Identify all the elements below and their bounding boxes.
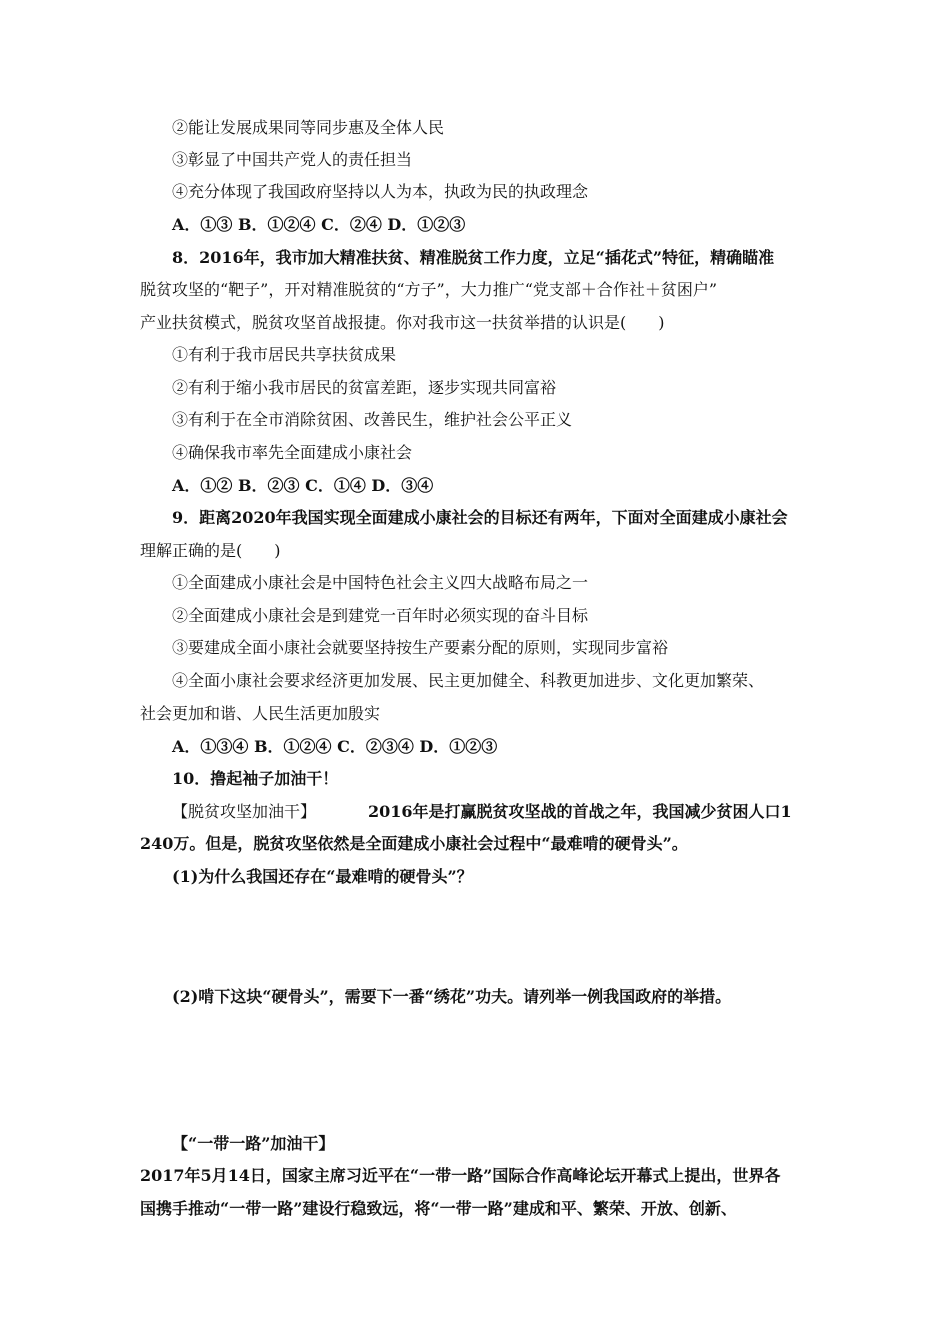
q9-option-1: ①全面建成小康社会是中国特色社会主义四大战略布局之一: [172, 573, 589, 592]
q9-stem-line-2: 理解正确的是( ): [140, 541, 281, 560]
q8-option-1: ①有利于我市居民共享扶贫成果: [172, 345, 397, 364]
q10-title: 10．撸起袖子加油干！: [172, 769, 339, 788]
q10-section-2-line-2: 国携手推动“一带一路”建设行稳致远，将“一带一路”建成和平、繁荣、开放、创新、: [140, 1199, 737, 1218]
q8-stem-line-2: 脱贫攻坚的“靶子”，开对精准脱贫的“方子”，大力推广“党支部＋合作社＋贫困户”: [140, 280, 718, 299]
q10-section-1-text: 2016年是打赢脱贫攻坚战的首战之年，我国减少贫困人口1: [368, 802, 792, 821]
q9-option-2: ②全面建成小康社会是到建党一百年时必须实现的奋斗目标: [172, 606, 589, 625]
q10-section-2-line-1: 2017年5月14日，国家主席习近平在“一带一路”国际合作高峰论坛开幕式上提出，世界各: [140, 1166, 781, 1185]
q9-option-4-line-1: ④全面小康社会要求经济更加发展、民主更加健全、科教更加进步、文化更加繁荣、: [172, 671, 765, 690]
q8-answer-choices: A．①② B．②③ C．①④ D．③④: [172, 476, 434, 495]
q8-option-3: ③有利于在全市消除贫困、改善民生，维护社会公平正义: [172, 410, 573, 429]
q8-option-4: ④确保我市率先全面建成小康社会: [172, 443, 413, 462]
q8-option-2: ②有利于缩小我市居民的贫富差距，逐步实现共同富裕: [172, 378, 557, 397]
q10-sub-question-1: (1)为什么我国还存在“最难啃的硬骨头”？: [172, 867, 473, 886]
q9-option-4-line-2: 社会更加和谐、人民生活更加殷实: [140, 704, 381, 723]
q10-section-1-line-1: [172, 802, 792, 822]
q9-option-3: ③要建成全面小康社会就要坚持按生产要素分配的原则，实现同步富裕: [172, 638, 669, 657]
q8-stem-line-1: 8．2016年，我市加大精准扶贫、精准脱贫工作力度，立足“插花式”特征，精确瞄准: [172, 248, 775, 267]
q10-section-2-label: 【“一带一路”加油干】: [172, 1134, 335, 1153]
q7-answer-choices: A．①③ B．①②④ C．②④ D．①②③: [172, 215, 466, 234]
q8-stem-line-3: 产业扶贫模式，脱贫攻坚首战报捷。你对我市这一扶贫举措的认识是( ): [140, 313, 665, 332]
q10-sub-question-2: (2)啃下这块“硬骨头”，需要下一番“绣花”功夫。请列举一例我国政府的举措。: [172, 987, 732, 1006]
q7-option-2: ②能让发展成果同等同步惠及全体人民: [172, 118, 445, 137]
q7-option-4: ④充分体现了我国政府坚持以人为本，执政为民的执政理念: [172, 182, 589, 201]
q10-section-1-label: 【脱贫攻坚加油干】: [172, 802, 317, 821]
q9-stem-line-1: 9．距离2020年我国实现全面建成小康社会的目标还有两年，下面对全面建成小康社会: [172, 508, 788, 527]
q10-section-1-line-2: 240万。但是，脱贫攻坚依然是全面建成小康社会过程中“最难啃的硬骨头”。: [140, 834, 688, 853]
q7-option-3: ③彰显了中国共产党人的责任担当: [172, 150, 413, 169]
q9-answer-choices: A．①③④ B．①②④ C．②③④ D．①②③: [172, 737, 498, 756]
